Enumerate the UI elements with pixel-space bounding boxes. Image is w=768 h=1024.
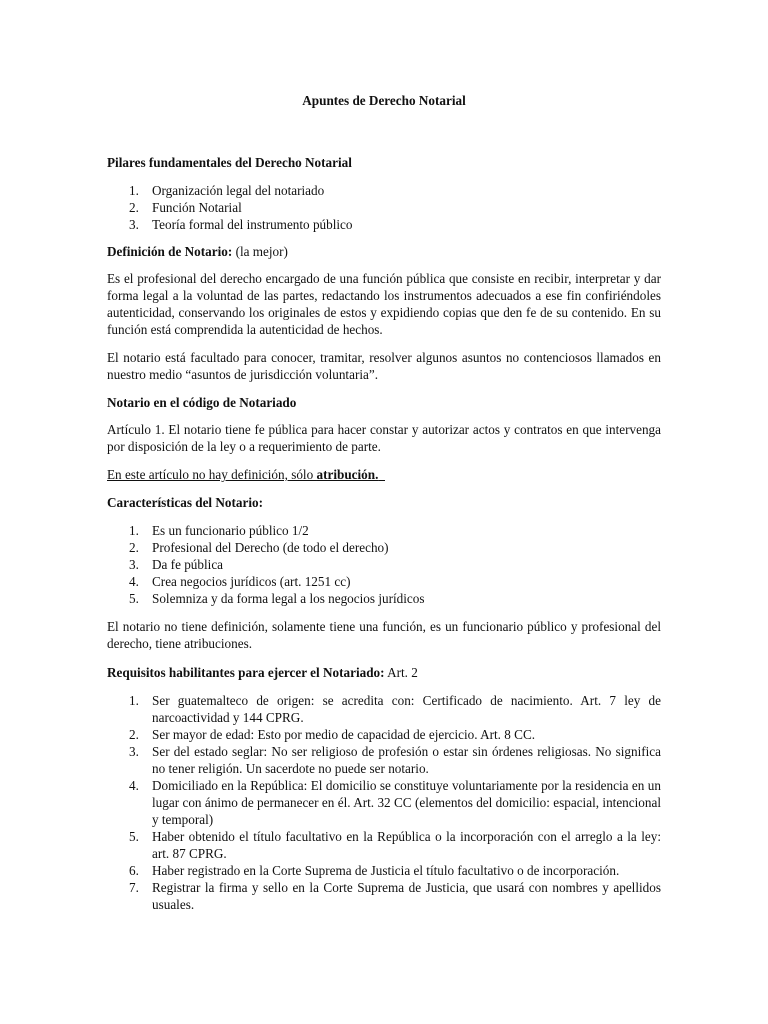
caracteristicas-list [107, 522, 661, 607]
list-item: 3. Ser del estado seglar: No ser religioso de profesión o estar sin órdenes religiosas. No significa no tener religión. Un sacerdote no puede ser notario. [129, 744, 661, 776]
requisitos-list [107, 692, 661, 913]
list-item: 5. Haber obtenido el título facultativo en la República o la incorporación con el arreglo a la ley: art. 87 CPRG. [129, 829, 661, 861]
list-item: 1. Ser guatemalteco de origen: se acredita con: Certificado de nacimiento. Art. 7 ley de narcoactividad y 144 CPRG. [129, 693, 661, 725]
document-title: Apuntes de Derecho Notarial [302, 93, 466, 108]
list-item: 4. Domiciliado en la República: El domicilio se constituye voluntariamente por la residencia en un lugar con ánimo de permanecer en él. Art. 32 CC (elementos del domicilio: espacial, intencional y temporal) [129, 778, 661, 827]
list-item: 2. Función Notarial [129, 200, 242, 215]
articulo-1-paragraph: Artículo 1. El notario tiene fe pública para hacer constar y autorizar actos y contratos en que intervenga por disposición de la ley o a requerimiento de parte. [107, 422, 661, 454]
funcion-paragraph: El notario no tiene definición, solamente tiene una función, es un funcionario público y profesional del derecho, tiene atribuciones. [107, 619, 661, 651]
codigo-heading: Notario en el código de Notariado [107, 395, 297, 410]
list-item: 5. Solemniza y da forma legal a los negocios jurídicos [129, 591, 425, 606]
list-item: 2. Profesional del Derecho (de todo el derecho) [129, 540, 389, 555]
list-item: 1. Es un funcionario público 1/2 [129, 523, 309, 538]
facultades-paragraph: El notario está facultado para conocer, tramitar, resolver algunos asuntos no contenciosos llamados en nuestro medio “asuntos de jurisdicción voluntaria”. [107, 350, 661, 382]
caracteristicas-heading: Características del Notario: [107, 495, 263, 510]
list-item: 3. Da fe pública [129, 557, 224, 572]
list-item: 4. Crea negocios jurídicos (art. 1251 cc) [129, 574, 351, 589]
pilares-list [107, 182, 661, 233]
atribucion-note: En este artículo no hay definición, sólo atribución. [107, 467, 379, 482]
pilares-heading: Pilares fundamentales del Derecho Notarial [107, 155, 352, 170]
list-item: 7. Registrar la firma y sello en la Corte Suprema de Justicia, que usará con nombres y apellidos usuales. [129, 880, 661, 912]
list-item: 6. Haber registrado en la Corte Suprema de Justicia el título facultativo o de incorporación. [129, 863, 620, 878]
document-page [107, 92, 661, 913]
definicion-heading: Definición de Notario: (la mejor) [107, 244, 288, 259]
list-item: 2. Ser mayor de edad: Esto por medio de capacidad de ejercicio. Art. 8 CC. [129, 727, 536, 742]
requisitos-heading: Requisitos habilitantes para ejercer el Notariado: Art. 2 [107, 665, 418, 680]
definicion-paragraph: Es el profesional del derecho encargado de una función pública que consiste en recibir, interpretar y dar forma legal a la voluntad de las partes, redactando los instrumentos adecuados a ese fin confiriéndoles autenticidad, conservando los originales de estos y expidiendo copias que den fe de su contenido. En su función está comprendida la autenticidad de hechos. [107, 271, 661, 337]
list-item: 1. Organización legal del notariado [129, 183, 325, 198]
list-item: 3. Teoría formal del instrumento público [129, 217, 353, 232]
